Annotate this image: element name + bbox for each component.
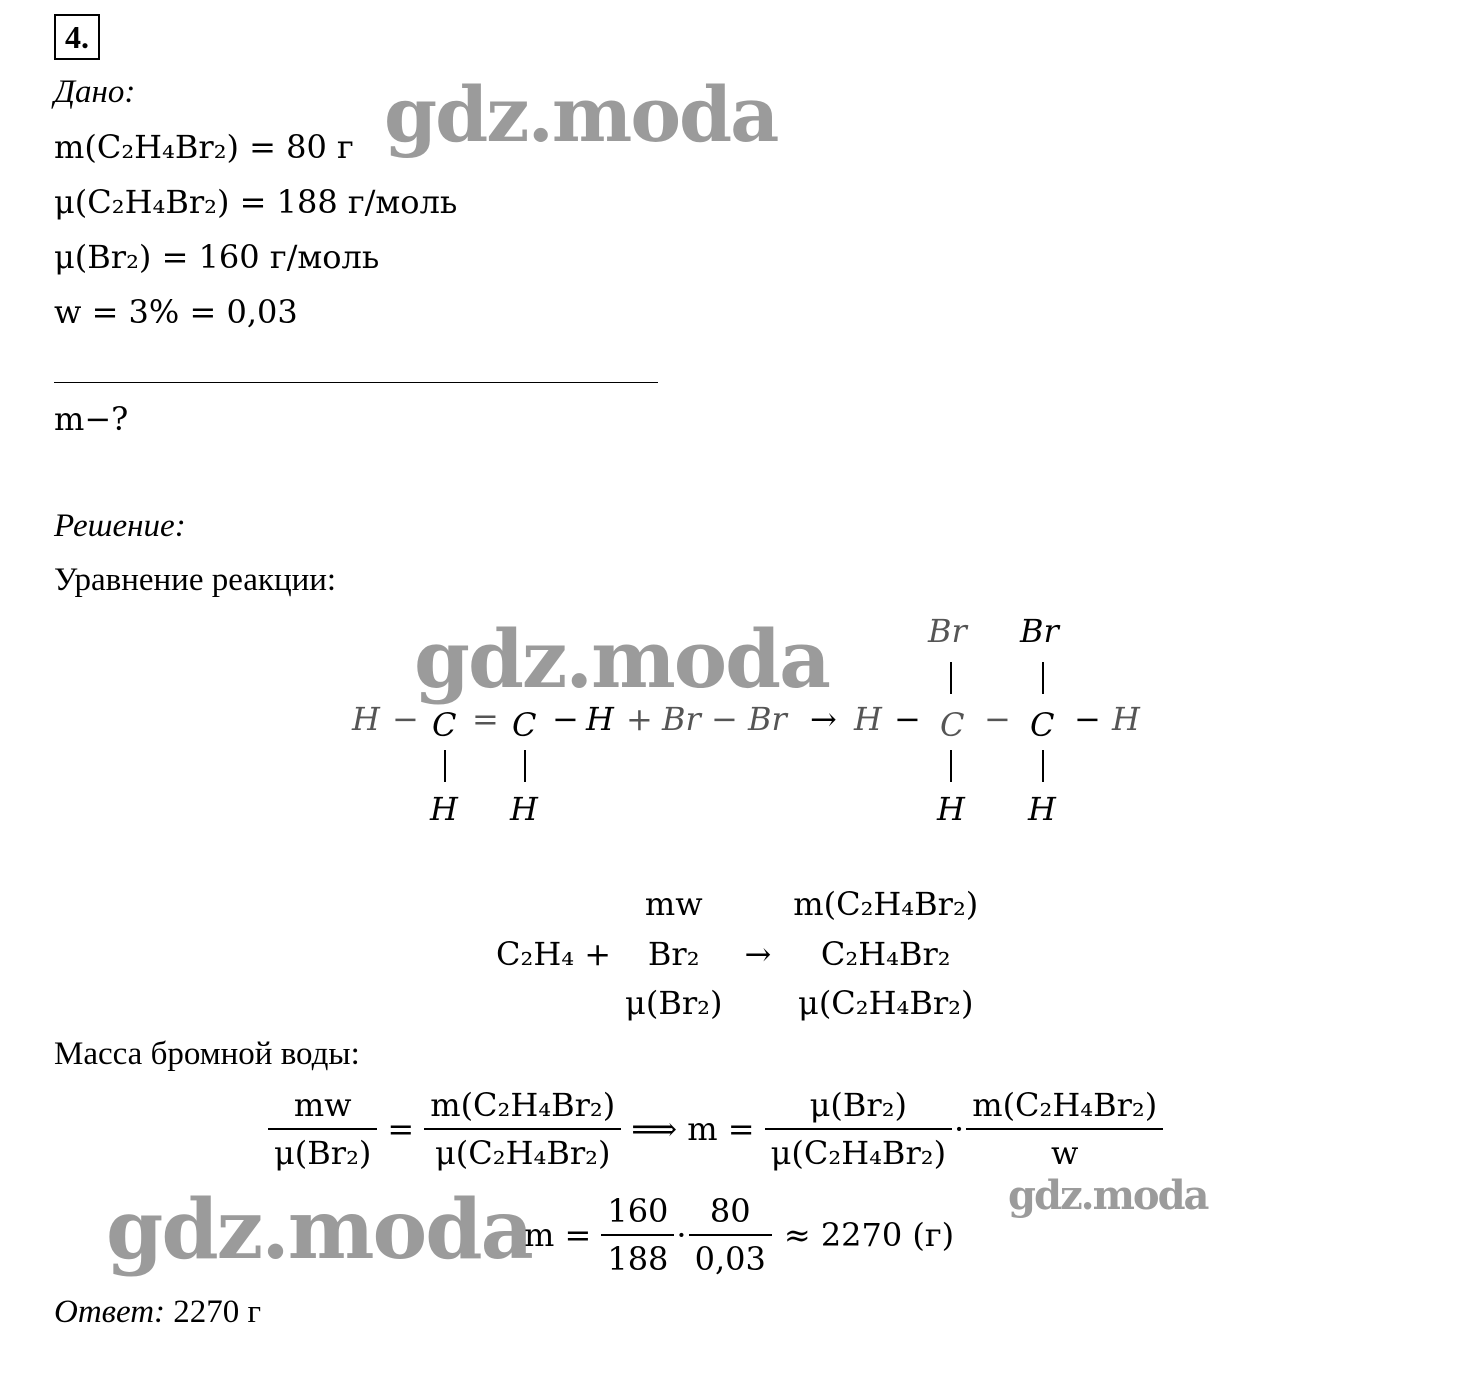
solution-label: Решение:	[54, 508, 186, 544]
prop-frac-3-num: μ(Br₂)	[765, 1086, 952, 1130]
struct-p-c2: C	[1030, 706, 1055, 744]
prop-implies: ⟹ m =	[631, 1110, 755, 1148]
prop-frac-1	[268, 1086, 377, 1172]
struct-p-h-bottom-1: H	[937, 790, 965, 828]
struct-p-h-bottom-2: H	[1028, 790, 1056, 828]
problem-number: 4.	[54, 14, 100, 60]
prop-frac-1-num: mw	[268, 1086, 377, 1130]
scheme-reactant2-mid: Br₂	[647, 934, 700, 973]
calc-result: ≈ 2270 (г)	[783, 1216, 955, 1254]
calc-frac-1-num: 160	[601, 1192, 674, 1236]
reaction-scheme	[496, 880, 978, 1029]
struct-p-vbond-h1	[950, 750, 952, 782]
scheme-reactant2-top: mw	[644, 885, 703, 923]
prop-frac-4-num: m(C₂H₄Br₂)	[966, 1086, 1163, 1130]
struct-p-h-right: H	[1112, 700, 1140, 738]
struct-vbond-h2	[524, 750, 526, 782]
calc-lhs: m =	[524, 1216, 592, 1254]
scheme-product	[793, 880, 978, 1029]
struct-h-bottom-1: H	[430, 790, 458, 828]
struct-p-vbond-h2	[1042, 750, 1044, 782]
struct-p-c1: C	[940, 706, 965, 744]
prop-frac-1-den: μ(Br₂)	[274, 1134, 372, 1172]
calc-dot: ·	[676, 1216, 687, 1254]
struct-bond-1: −	[392, 700, 419, 738]
scheme-reactant1: C₂H₄ +	[496, 935, 612, 974]
struct-p-vbond-br1	[950, 662, 952, 694]
prop-frac-4	[966, 1086, 1163, 1172]
scheme-product-bot: μ(C₂H₄Br₂)	[798, 984, 974, 1023]
prop-frac-4-den: w	[1051, 1134, 1079, 1172]
struct-plus: +	[626, 700, 653, 738]
scheme-reactant2	[625, 880, 722, 1029]
struct-p-bond-3: −	[1074, 700, 1101, 738]
struct-p-bond-1: −	[894, 700, 921, 738]
struct-arrow: →	[810, 700, 837, 738]
calc-frac-2	[689, 1192, 772, 1278]
prop-dot: ·	[954, 1110, 965, 1148]
struct-vbond-h1	[444, 750, 446, 782]
struct-h-bottom-2: H	[510, 790, 538, 828]
answer-value: 2270 г	[173, 1294, 262, 1330]
given-line-1: m(C₂H₄Br₂) = 80 г	[54, 128, 354, 166]
scheme-arrow: →	[744, 935, 772, 974]
scheme-reactant2-bot: μ(Br₂)	[625, 984, 723, 1023]
prop-frac-2-den: μ(C₂H₄Br₂)	[434, 1134, 611, 1172]
calc-frac-1-den: 188	[607, 1240, 669, 1278]
answer-label: Ответ:	[54, 1294, 166, 1330]
reaction-heading: Уравнение реакции:	[54, 562, 337, 598]
prop-frac-3	[765, 1086, 952, 1172]
calculation	[524, 1192, 954, 1278]
struct-c2: C	[512, 706, 537, 744]
proportion-formula	[268, 1086, 1163, 1172]
struct-h-left: H	[352, 700, 380, 738]
given-divider	[54, 382, 658, 383]
given-line-4: w = 3% = 0,03	[54, 293, 298, 331]
scheme-product-top: m(C₂H₄Br₂)	[793, 885, 979, 923]
prop-frac-3-den: μ(C₂H₄Br₂)	[770, 1134, 947, 1172]
struct-p-h-left: H	[854, 700, 882, 738]
struct-bond-2: −	[552, 700, 579, 738]
struct-p-br1: Br	[928, 612, 967, 650]
calc-frac-1	[601, 1192, 674, 1278]
struct-p-vbond-br2	[1042, 662, 1044, 694]
given-line-2: μ(C₂H₄Br₂) = 188 г/моль	[54, 183, 458, 221]
calc-frac-2-num: 80	[689, 1192, 772, 1236]
struct-double-bond: =	[472, 700, 499, 738]
prop-eq: =	[387, 1110, 415, 1148]
struct-h-right: H	[586, 700, 614, 738]
mass-heading: Масса бромной воды:	[54, 1036, 360, 1072]
watermark-logo-1: gdz.moda	[384, 70, 778, 159]
find-line: m−?	[54, 400, 129, 438]
given-label: Дано:	[54, 74, 136, 110]
prop-frac-2-num: m(C₂H₄Br₂)	[424, 1086, 621, 1130]
answer-line	[54, 1294, 261, 1331]
struct-c1: C	[432, 706, 457, 744]
watermark-logo-2: gdz.moda	[414, 612, 829, 706]
given-line-3: μ(Br₂) = 160 г/моль	[54, 238, 380, 276]
watermark-logo-3: gdz.moda	[106, 1182, 532, 1278]
prop-frac-2	[424, 1086, 621, 1172]
scheme-product-mid: C₂H₄Br₂	[820, 934, 951, 973]
watermark-logo-4: gdz.moda	[1008, 1172, 1208, 1219]
struct-reagent: Br − Br	[662, 700, 787, 738]
calc-frac-2-den: 0,03	[694, 1240, 766, 1278]
struct-p-br2: Br	[1020, 612, 1059, 650]
struct-p-bond-2: −	[984, 700, 1011, 738]
